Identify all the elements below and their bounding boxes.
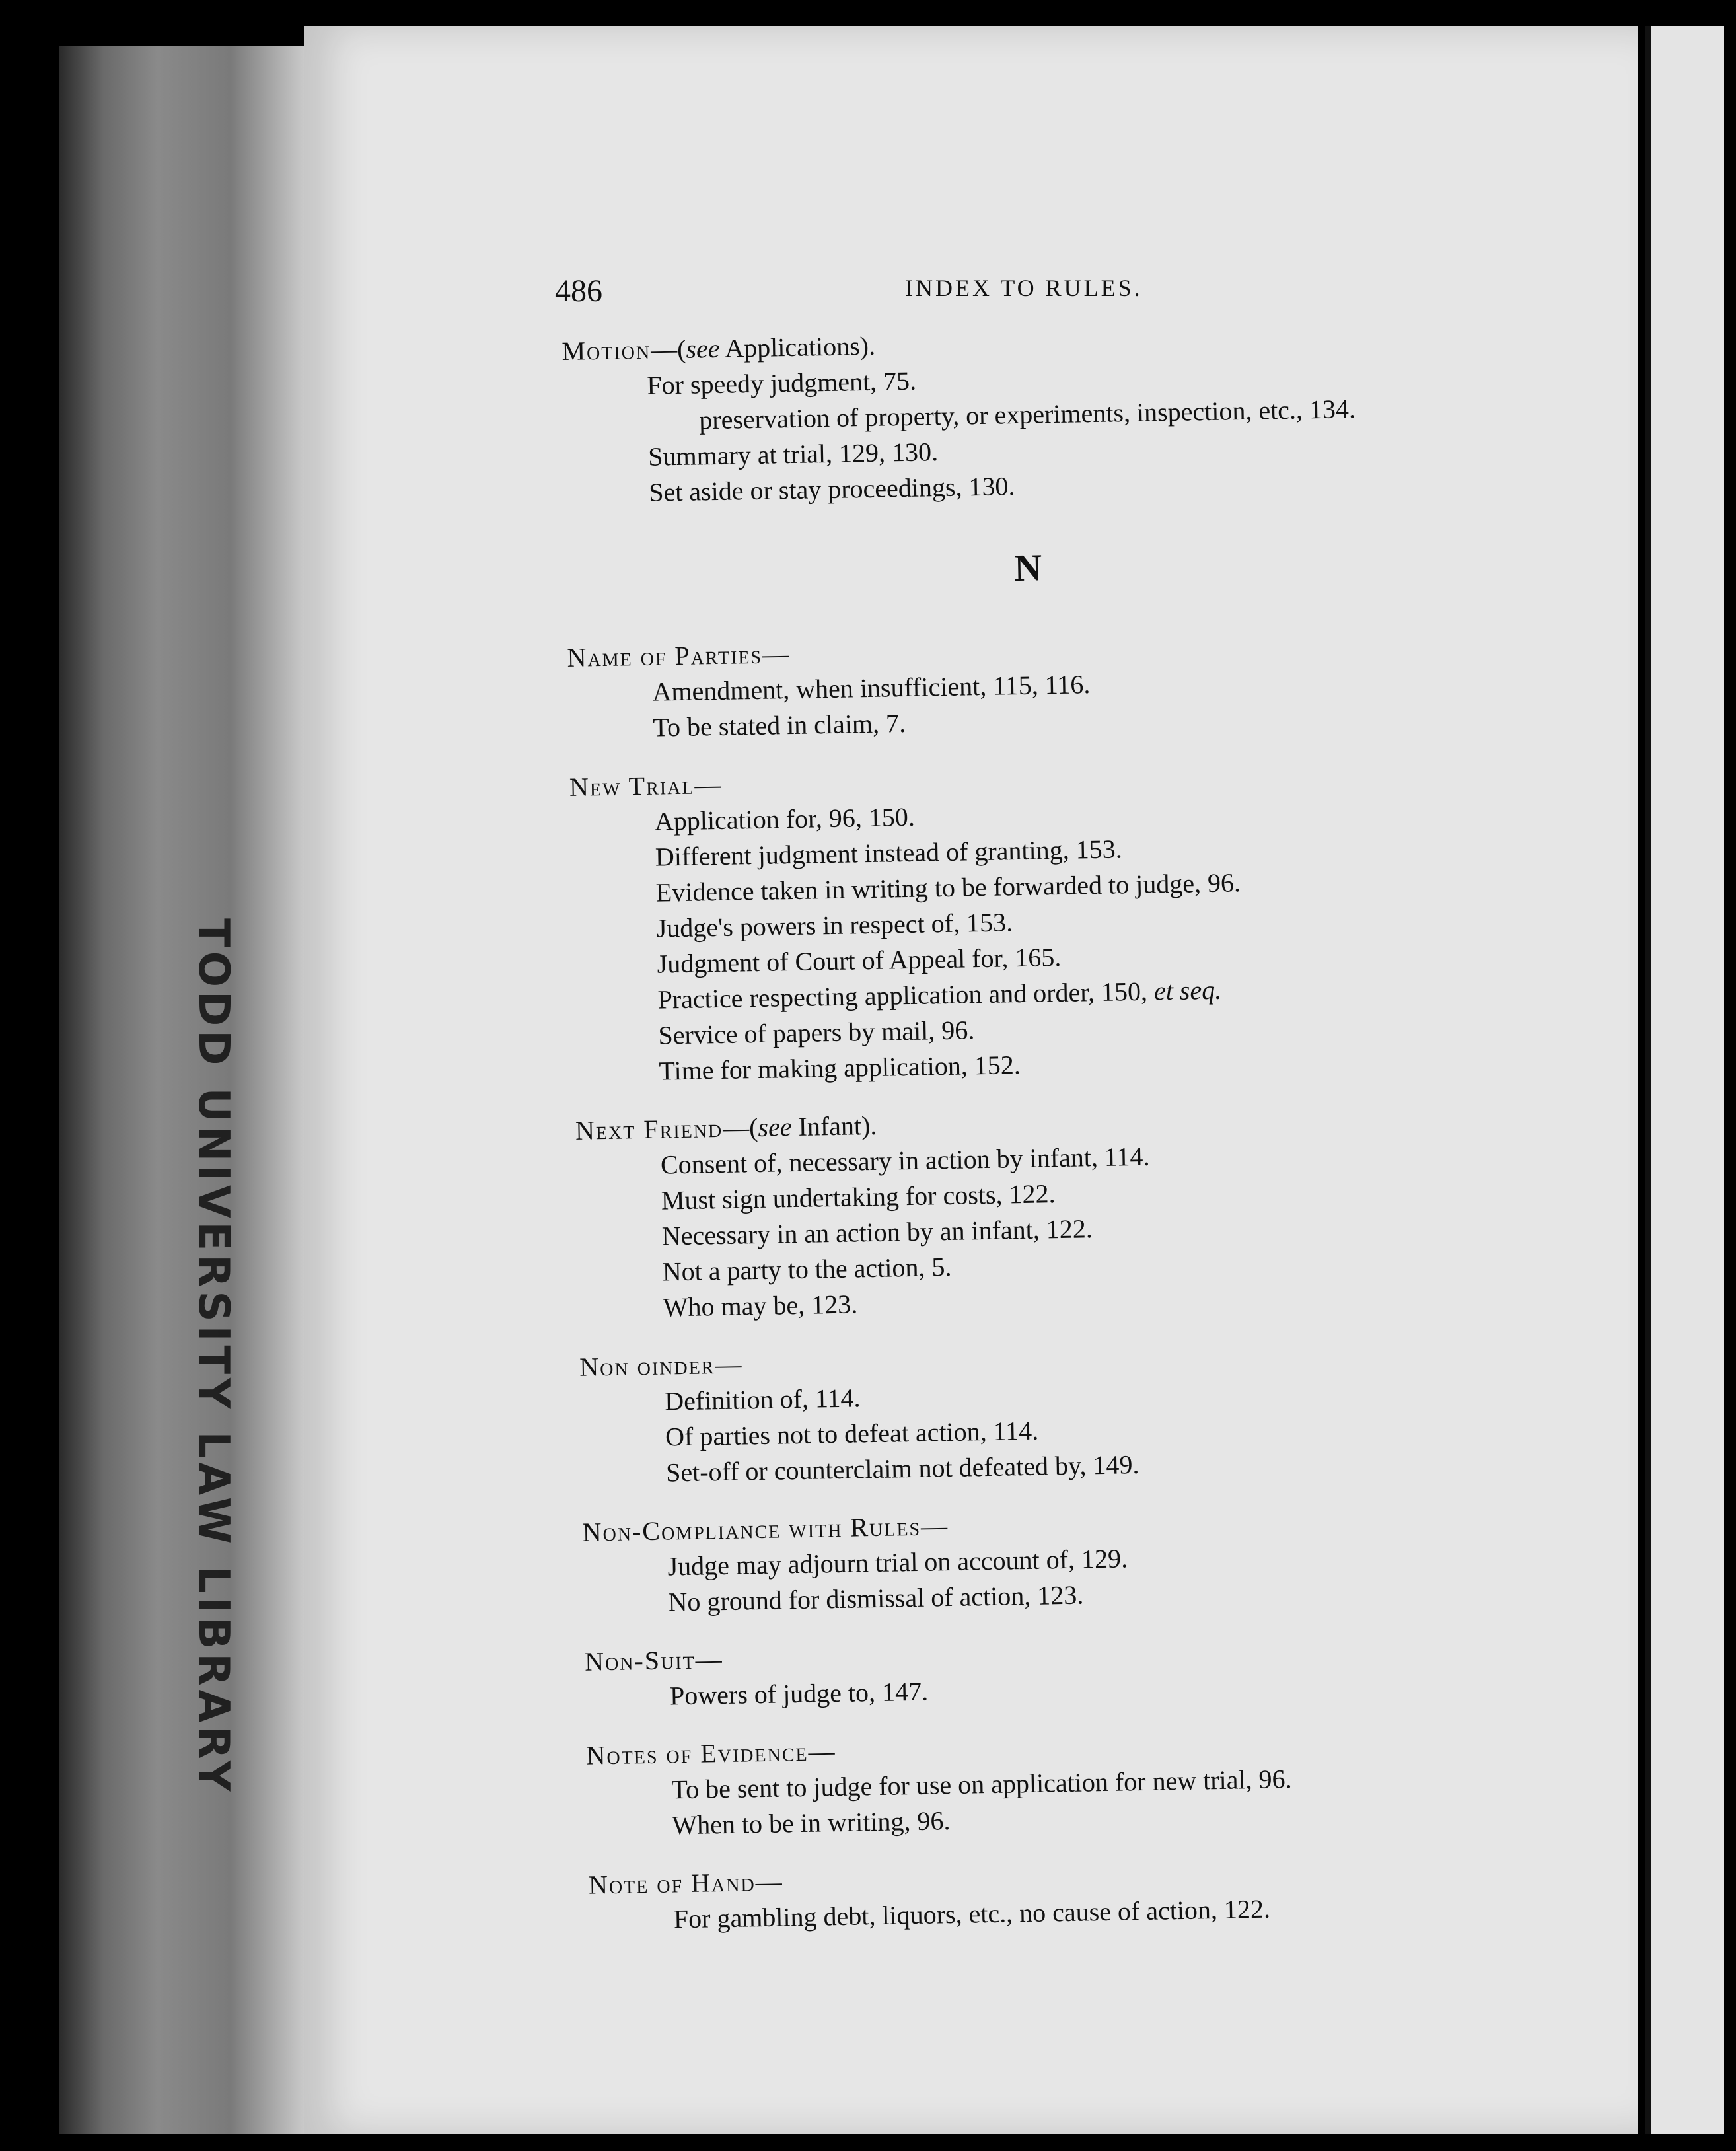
index-entry-non-compliance (582, 1499, 1496, 1622)
entry-item: Judge's powers in respect of, 153. (656, 907, 1013, 943)
entry-item: Time for making application, 152. (659, 1050, 1021, 1086)
entry-item: Different judgment instead of granting, 153. (655, 834, 1123, 872)
entry-item: Service of papers by mail, 96. (658, 1015, 975, 1050)
entry-item: Consent of, necessary in action by infant, 114. (660, 1141, 1150, 1180)
entry-heading: New Trial— (569, 769, 723, 802)
facing-page-edge (1645, 26, 1724, 2134)
entry-item: Set aside or stay proceedings, 130. (648, 471, 1015, 507)
entry-item: Summary at trial, 129, 130. (647, 437, 939, 472)
section-letter: N (1013, 546, 1042, 590)
index-entry-name-of-parties (567, 624, 1480, 747)
entry-item: Of parties not to defeat action, 114. (665, 1415, 1039, 1452)
entry-item: Not a party to the action, 5. (662, 1251, 952, 1287)
entry-item: Judge may adjourn trial on account of, 129. (667, 1543, 1128, 1582)
entry-item: Judgment of Court of Appeal for, 165. (657, 941, 1062, 979)
entry-item: Powers of judge to, 147. (669, 1676, 929, 1711)
entry-item: preservation of property, or experiments, inspection, etc., 134. (698, 394, 1356, 435)
entry-heading: Non-Suit— (584, 1644, 723, 1677)
index-entry-non-suit (585, 1628, 1498, 1716)
entry-item: For speedy judgment, 75. (646, 365, 917, 400)
index-entry-non-joinder (579, 1334, 1494, 1492)
running-head (555, 261, 1546, 307)
entry-heading: Non oinder— (579, 1349, 743, 1382)
entry-item: When to be in writing, 96. (672, 1805, 951, 1841)
entry-heading: Next Friend—(see Infant). (575, 1110, 877, 1146)
page-title: INDEX TO RULES. (905, 275, 1143, 301)
entry-item: Must sign undertaking for costs, 122. (661, 1179, 1056, 1216)
entry-item: To be sent to judge for use on application for new trial, 96. (671, 1764, 1292, 1805)
entry-item: Set-off or counterclaim not defeated by, 149. (665, 1449, 1139, 1488)
entry-item: To be stated in claim, 7. (653, 708, 906, 743)
index-entry-notes-of-evidence (586, 1722, 1500, 1845)
entry-item: Necessary in an action by an infant, 122. (661, 1214, 1093, 1251)
entry-heading: Name of Parties— (567, 639, 791, 673)
entry-item: Amendment, when insufficient, 115, 116. (652, 669, 1091, 707)
entry-item: Who may be, 123. (663, 1289, 858, 1323)
spine-library-stamp: TODD UNIVERSITY LAW LIBRARY (189, 918, 238, 1796)
index-entry-next-friend (575, 1097, 1490, 1327)
index-content (561, 318, 1501, 1961)
page-number: 486 (555, 273, 602, 309)
entry-heading: Note of Hand— (588, 1866, 783, 1900)
entry-item: Practice respecting application and order, 150, et seq. (657, 974, 1222, 1015)
entry-item: Evidence taken in writing to be forwarded to judge, 96. (655, 867, 1241, 908)
book-spine (59, 46, 304, 2134)
index-entry-note-of-hand (589, 1852, 1501, 1939)
entry-item: Application for, 96, 150. (654, 801, 916, 836)
index-entry-new-trial (569, 754, 1486, 1091)
et-seq: et seq. (1153, 974, 1222, 1006)
entry-heading: Motion—(see Applications). (561, 330, 876, 366)
entry-item: For gambling debt, liquors, etc., no cause of action, 122. (673, 1893, 1271, 1934)
entry-item: Definition of, 114. (664, 1383, 861, 1416)
entry-item: No ground for dismissal of action, 123. (668, 1580, 1084, 1617)
entry-heading: Non-Compliance with Rules— (582, 1511, 949, 1547)
entry-heading: Notes of Evidence— (586, 1736, 836, 1770)
index-entry-motion (561, 318, 1476, 512)
